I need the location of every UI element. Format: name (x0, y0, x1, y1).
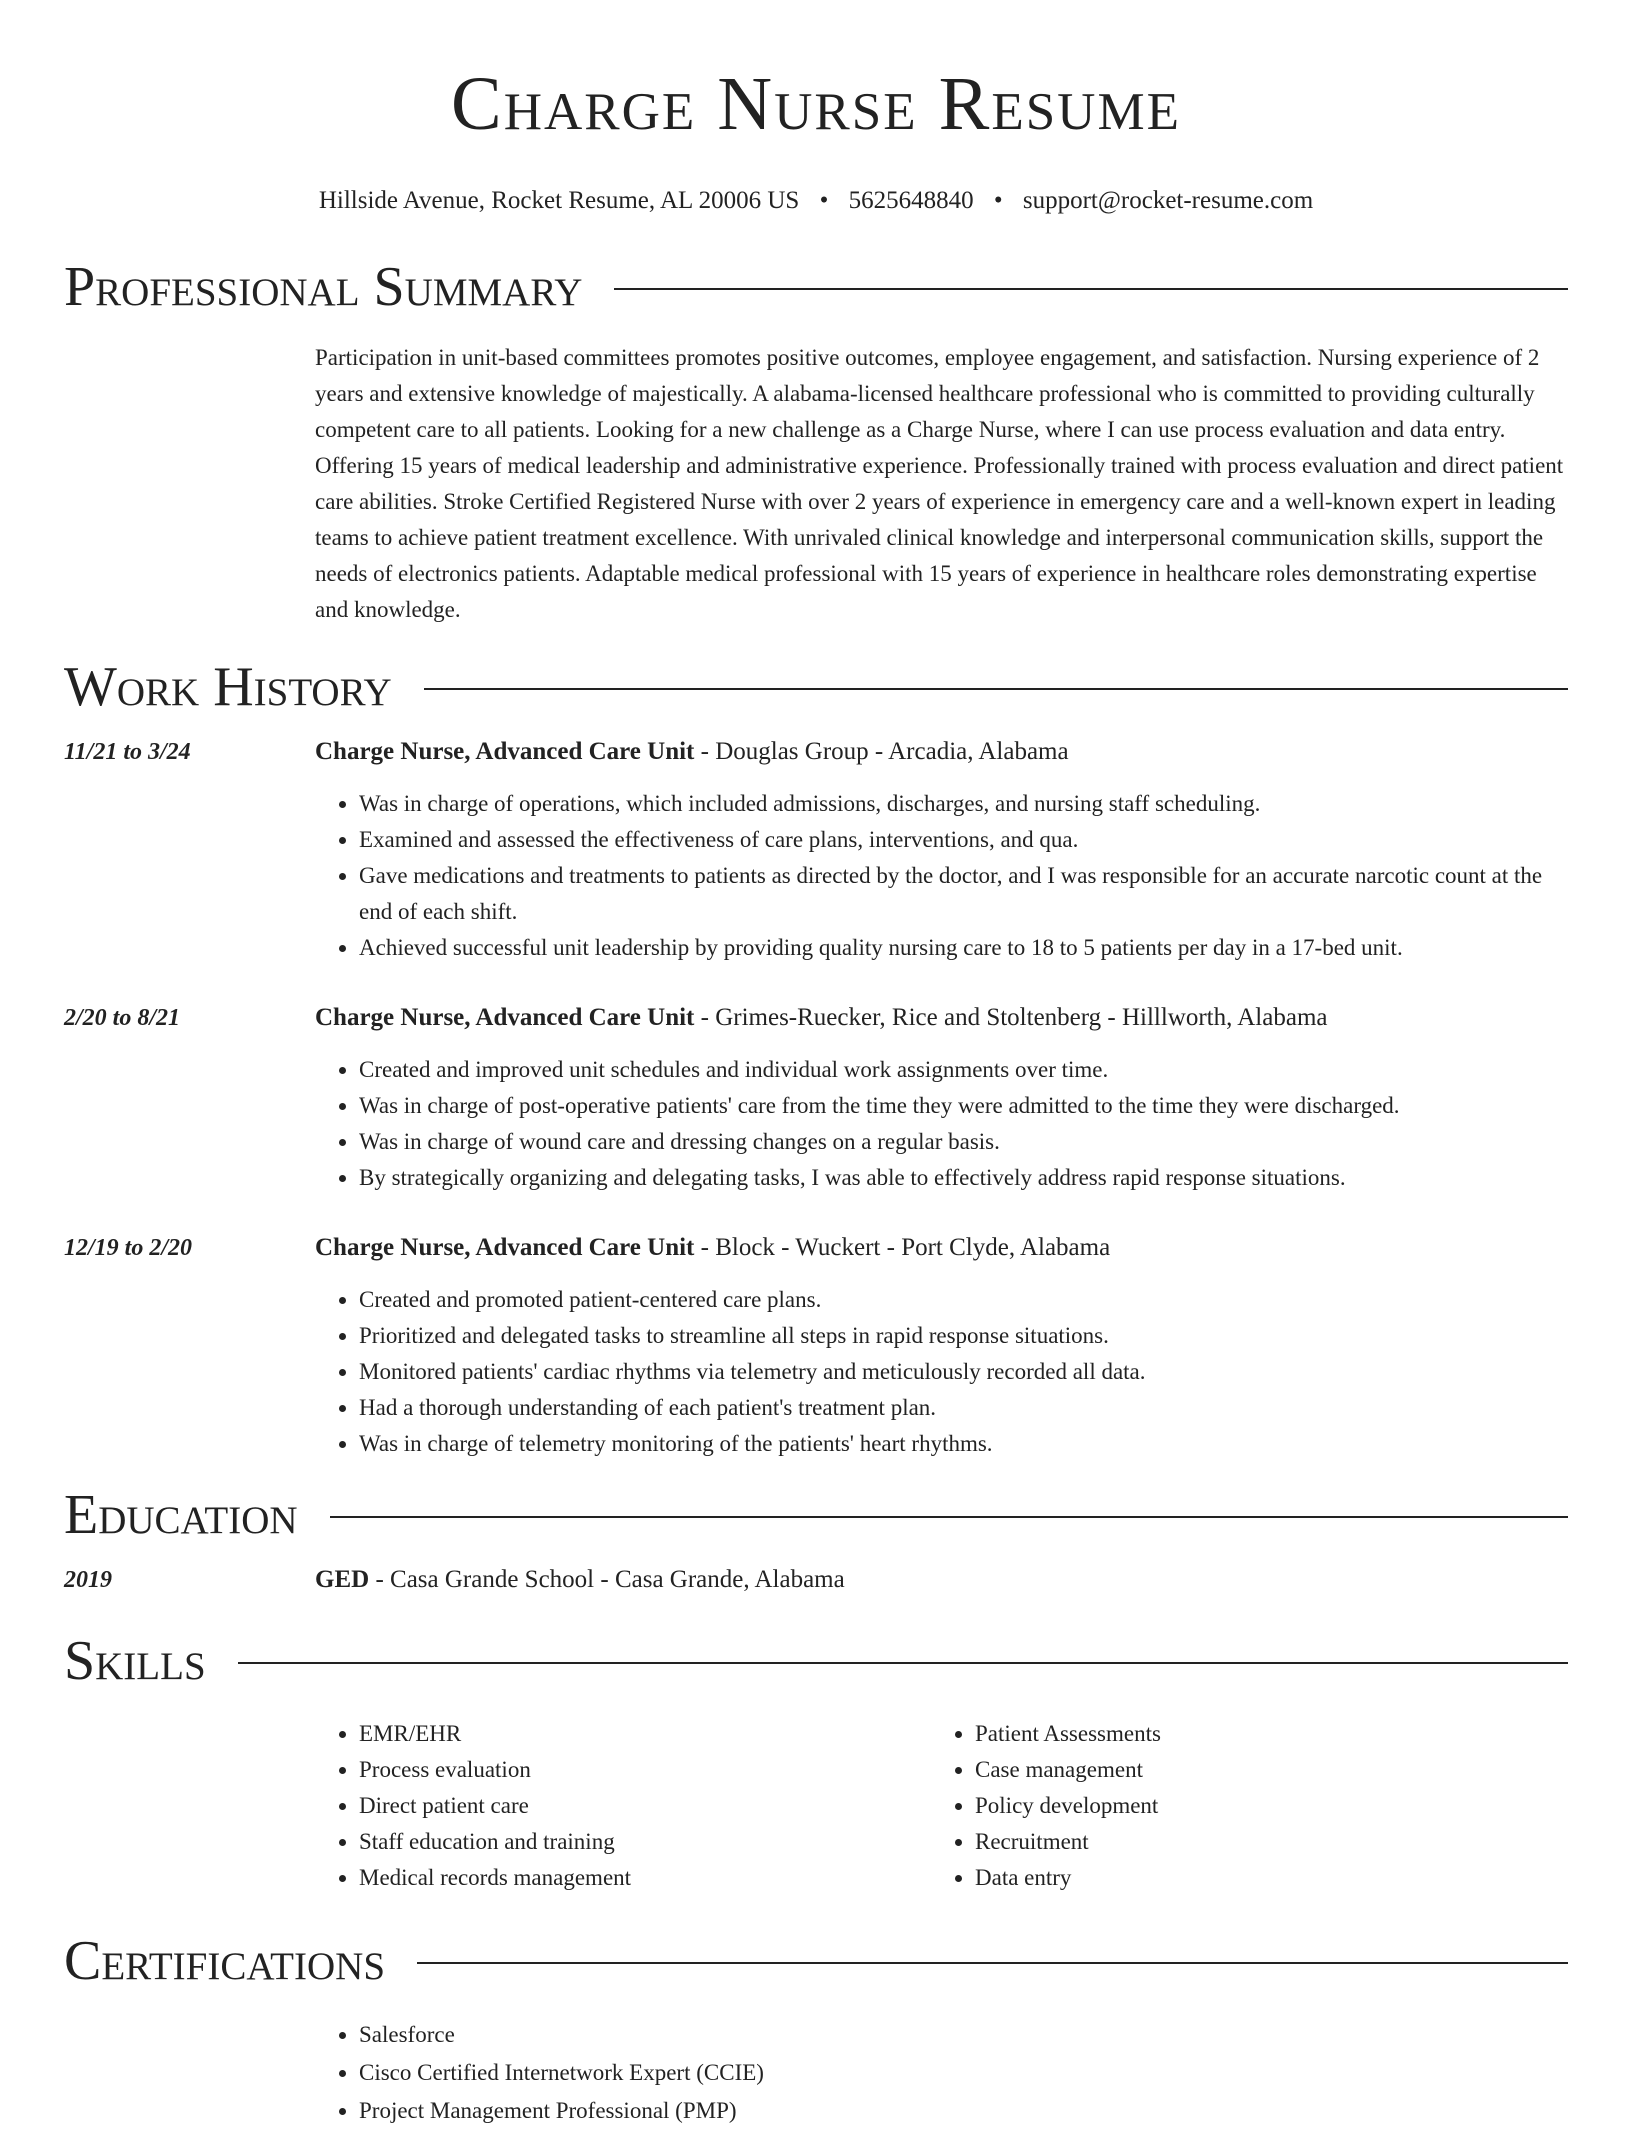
section-title: Work History (64, 656, 392, 718)
job-org: - Block - Wuckert - Port Clyde, Alabama (694, 1234, 1111, 1261)
certification-item: • Salesforce (359, 2016, 1568, 2054)
list-item: • Gave medications and treatments to patients as directed by the doctor, and I was responsible for an accurate narcotic count at the end of each shift. (359, 858, 1568, 930)
skill-item: • Case management (975, 1752, 1161, 1788)
section-title: Certifications (64, 1930, 386, 1992)
contact-line (64, 186, 1568, 216)
address: Hillside Avenue, Rocket Resume, AL 20006 US (318, 187, 800, 214)
list-item: • Was in charge of wound care and dressing changes on a regular basis. (359, 1124, 1568, 1160)
skill-item: • Policy development (975, 1788, 1161, 1824)
job-org: - Douglas Group - Arcadia, Alabama (694, 738, 1069, 765)
skills-section-heading (64, 1628, 1568, 1694)
certification-item: • Project Management Professional (PMP) (359, 2092, 1568, 2130)
list-item: • Had a thorough understanding of each patient's treatment plan. (359, 1390, 1568, 1426)
phone: 5625648840 (848, 187, 974, 214)
resume-page (64, 0, 1568, 2130)
job-role: Charge Nurse, Advanced Care Unit (315, 1004, 695, 1031)
skills-columns (315, 1716, 1568, 1896)
job-bullets (315, 1052, 1568, 1196)
job-entry (64, 734, 1568, 966)
separator-dot: • (819, 187, 829, 214)
list-item: • Prioritized and delegated tasks to streamline all steps in rapid response situations. (359, 1318, 1568, 1354)
job-bullets (315, 786, 1568, 966)
summary-section-heading (64, 254, 1568, 320)
separator-dot: • (993, 187, 1003, 214)
skill-item: • EMR/EHR (359, 1716, 931, 1752)
skill-item: • Direct patient care (359, 1788, 931, 1824)
summary-text: Participation in unit-based committees promotes positive outcomes, employee engagement, and satisfaction. Nursing experience of 2 years and extensive knowledge of majestically. A alabama-licensed healthcare professional who is committed to providing culturally competent care to all patients. Looking for a new challenge as a Charge Nurse, where I can use process evaluation and data entry. Offering 15 years of medical leadership and administrative experience. Professionally trained with process evaluation and direct patient care abilities. Stroke Certified Registered Nurse with over 2 years of experience in emergency care and a well-known expert in leading teams to achieve patient treatment excellence. With unrivaled clinical knowledge and interpersonal communication skills, support the needs of electronics patients. Adaptable medical professional with 15 years of experience in healthcare roles demonstrating expertise and knowledge. (315, 345, 1564, 622)
job-role: Charge Nurse, Advanced Care Unit (315, 738, 695, 765)
education-entry (64, 1562, 1568, 1598)
education-section-heading (64, 1482, 1568, 1548)
job-date: 12/19 to 2/20 (64, 1235, 193, 1261)
job-date: 2/20 to 8/21 (64, 1005, 181, 1031)
list-item: • Monitored patients' cardiac rhythms via telemetry and meticulously recorded all data. (359, 1354, 1568, 1390)
section-rule (417, 1962, 1568, 1964)
section-rule (238, 1662, 1568, 1664)
section-rule (330, 1516, 1568, 1518)
job-date: 11/21 to 3/24 (64, 739, 191, 765)
email: support@rocket-resume.com (1022, 187, 1314, 214)
education-school: - Casa Grande School - Casa Grande, Alabama (369, 1566, 845, 1593)
section-rule (424, 688, 1568, 690)
job-headline (315, 1230, 1568, 1266)
job-headline (315, 1000, 1568, 1036)
skill-item: • Medical records management (359, 1860, 931, 1896)
skill-item: • Patient Assessments (975, 1716, 1161, 1752)
job-entry (64, 1000, 1568, 1196)
education-degree: GED (315, 1566, 370, 1593)
education-date: 2019 (64, 1567, 112, 1593)
education-headline (315, 1562, 1568, 1598)
list-item: • Was in charge of telemetry monitoring of the patients' heart rhythms. (359, 1426, 1568, 1462)
job-entry (64, 1230, 1568, 1462)
job-bullets (315, 1282, 1568, 1462)
skill-item: • Staff education and training (359, 1824, 931, 1860)
job-org: - Grimes-Ruecker, Rice and Stoltenberg - Hilllworth, Alabama (694, 1004, 1328, 1031)
list-item: • Examined and assessed the effectiveness of care plans, interventions, and qua. (359, 822, 1568, 858)
skill-item: • Recruitment (975, 1824, 1161, 1860)
skills-list-right (931, 1716, 1161, 1896)
section-title: Professional Summary (64, 256, 583, 318)
skill-item: • Data entry (975, 1860, 1161, 1896)
work-section-heading (64, 654, 1568, 720)
list-item: • Created and promoted patient-centered care plans. (359, 1282, 1568, 1318)
list-item: • Created and improved unit schedules and individual work assignments over time. (359, 1052, 1568, 1088)
resume-title: Charge Nurse Resume (451, 62, 1181, 146)
certifications-list (315, 2016, 1568, 2130)
certifications-section-heading (64, 1928, 1568, 1994)
section-rule (614, 288, 1568, 290)
section-title: Education (64, 1484, 298, 1546)
skills-list-left (315, 1716, 931, 1896)
job-role: Charge Nurse, Advanced Care Unit (315, 1234, 695, 1261)
skill-item: • Process evaluation (359, 1752, 931, 1788)
list-item: • Achieved successful unit leadership by providing quality nursing care to 18 to 5 patients per day in a 17-bed unit. (359, 930, 1568, 966)
job-headline (315, 734, 1568, 770)
list-item: • Was in charge of operations, which included admissions, discharges, and nursing staff scheduling. (359, 786, 1568, 822)
certification-item: • Cisco Certified Internetwork Expert (CCIE) (359, 2054, 1568, 2092)
list-item: • By strategically organizing and delegating tasks, I was able to effectively address rapid response situations. (359, 1160, 1568, 1196)
section-title: Skills (64, 1630, 206, 1692)
list-item: • Was in charge of post-operative patients' care from the time they were admitted to the time they were discharged. (359, 1088, 1568, 1124)
